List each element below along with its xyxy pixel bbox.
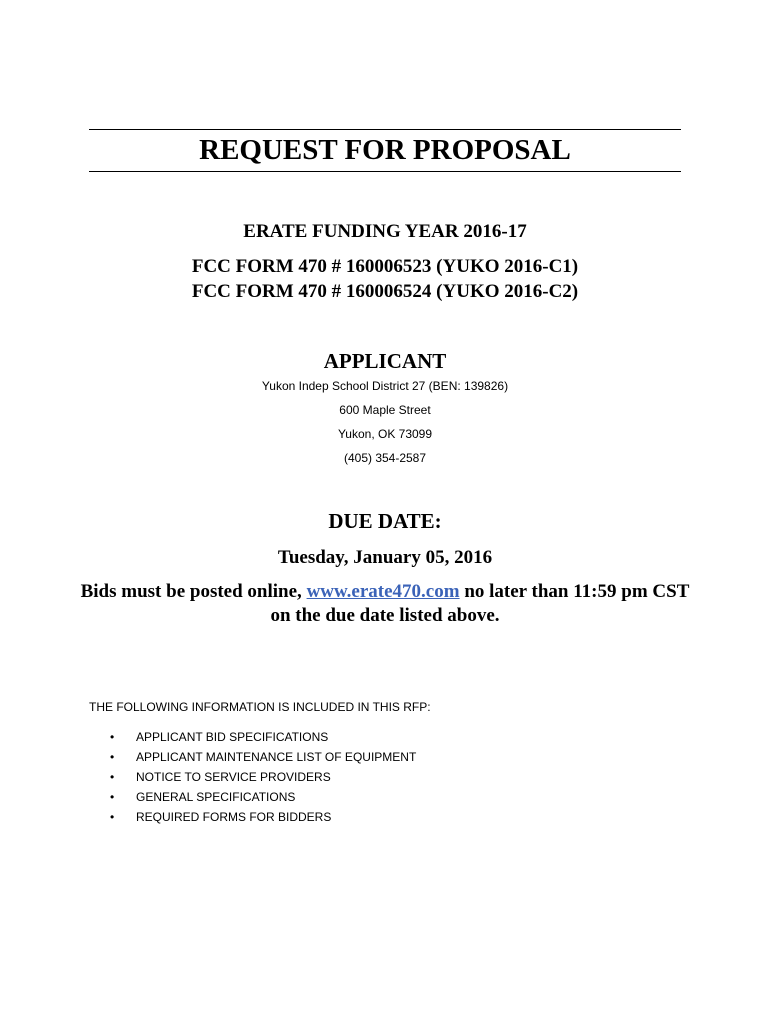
due-date-value: Tuesday, January 05, 2016 <box>277 547 493 568</box>
list-item-label: NOTICE TO SERVICE PROVIDERS <box>136 770 331 784</box>
rfp-contents-heading: THE FOLLOWING INFORMATION IS INCLUDED IN THIS RFP: <box>89 700 431 714</box>
due-date-heading: DUE DATE: <box>328 509 442 533</box>
list-item-label: APPLICANT BID SPECIFICATIONS <box>136 730 329 744</box>
bullet-icon: • <box>110 810 115 824</box>
bids-instructions <box>80 580 690 628</box>
erate470-link[interactable]: www.erate470.com <box>306 581 460 602</box>
funding-year: ERATE FUNDING YEAR 2016-17 <box>243 221 527 242</box>
bids-suffix: no later than 11:59 pm CST on the due date listed above. <box>270 581 690 626</box>
bullet-icon: • <box>110 770 115 784</box>
list-item <box>110 809 416 829</box>
fcc-form-line-1: FCC FORM 470 # 160006523 (YUKO 2016-C1) <box>191 256 579 277</box>
applicant-city: Yukon, OK 73099 <box>337 427 433 441</box>
bullet-icon: • <box>110 750 115 764</box>
bullet-icon: • <box>110 790 115 804</box>
bullet-icon: • <box>110 730 115 744</box>
list-item-label: APPLICANT MAINTENANCE LIST OF EQUIPMENT <box>136 750 417 764</box>
bids-prefix: Bids must be posted online, <box>80 581 307 602</box>
list-item <box>110 729 416 749</box>
applicant-phone: (405) 354-2587 <box>343 451 427 465</box>
title-top-rule <box>89 129 681 130</box>
applicant-street: 600 Maple Street <box>339 403 431 417</box>
list-item <box>110 749 416 769</box>
list-item <box>110 789 416 809</box>
list-item-label: GENERAL SPECIFICATIONS <box>136 790 296 804</box>
page-title: REQUEST FOR PROPOSAL <box>199 134 571 166</box>
list-item-label: REQUIRED FORMS FOR BIDDERS <box>136 810 332 824</box>
applicant-heading: APPLICANT <box>323 349 447 373</box>
rfp-contents-list <box>110 729 416 829</box>
title-bottom-rule <box>89 171 681 172</box>
fcc-form-line-2: FCC FORM 470 # 160006524 (YUKO 2016-C2) <box>191 281 579 302</box>
list-item <box>110 769 416 789</box>
applicant-name: Yukon Indep School District 27 (BEN: 139826) <box>261 379 509 393</box>
